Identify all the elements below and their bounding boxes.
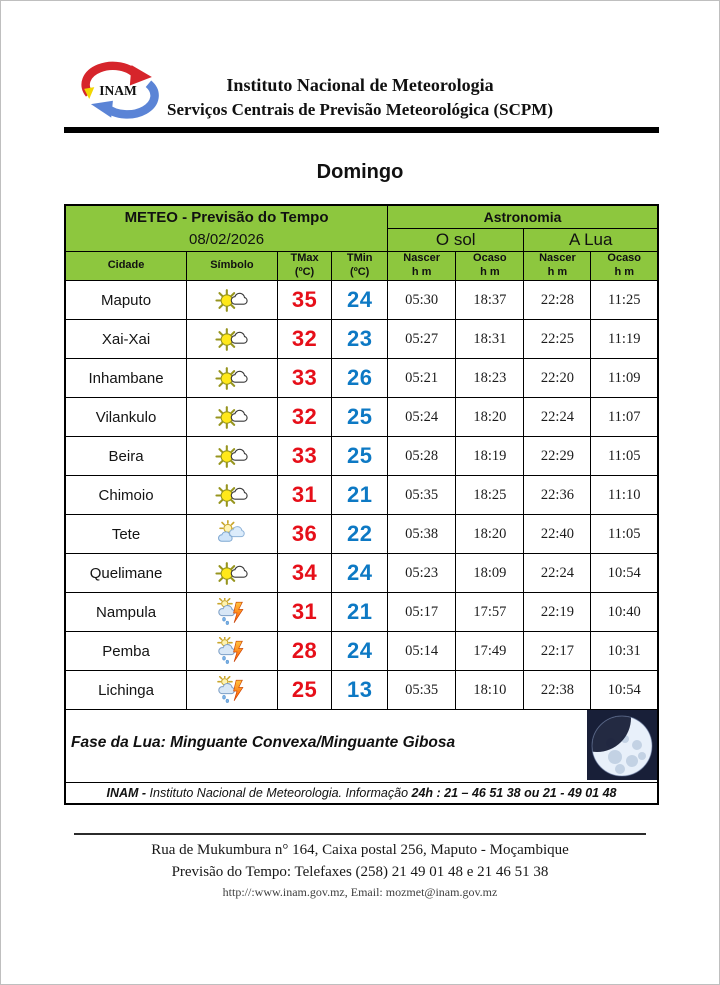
moon-rise-time: 22:17 bbox=[524, 632, 591, 671]
sun-set-time: 17:57 bbox=[456, 593, 524, 632]
weather-symbol-cell bbox=[187, 593, 278, 632]
info-bar-phones: 24h : 21 – 46 51 38 ou 21 - 49 01 48 bbox=[411, 786, 617, 800]
city-name: Vilankulo bbox=[65, 398, 187, 437]
tmax-value: 31 bbox=[277, 476, 332, 515]
sun-set-time: 17:49 bbox=[456, 632, 524, 671]
city-name: Beira bbox=[65, 437, 187, 476]
tmax-value: 35 bbox=[277, 281, 332, 320]
moon-set-time: 11:10 bbox=[591, 476, 658, 515]
col-header-tmax: TMax (ºC) bbox=[277, 252, 332, 281]
meteo-title: METEO - Previsão do Tempo bbox=[124, 208, 329, 226]
table-row bbox=[65, 632, 658, 671]
table-row bbox=[65, 554, 658, 593]
moon-rise-time: 22:28 bbox=[524, 281, 591, 320]
weather-symbol-cell bbox=[187, 671, 278, 710]
tmin-value: 25 bbox=[332, 398, 388, 437]
moon-rise-time: 22:40 bbox=[524, 515, 591, 554]
info-bar-brand: INAM - bbox=[106, 786, 147, 800]
tmin-value: 22 bbox=[332, 515, 388, 554]
header-divider-bar bbox=[64, 127, 659, 133]
moon-rise-time: 22:24 bbox=[524, 554, 591, 593]
sun-set-time: 18:09 bbox=[456, 554, 524, 593]
page-footer bbox=[1, 833, 719, 900]
footer-address: Rua de Mukumbura n° 164, Caixa postal 256, Maputo - Moçambique bbox=[151, 842, 569, 858]
col-header-simbolo: Símbolo bbox=[187, 252, 278, 281]
moon-set-time: 10:54 bbox=[591, 554, 658, 593]
astronomia-header: Astronomia bbox=[388, 205, 658, 229]
inam-logo-text: INAM bbox=[99, 82, 137, 98]
forecast-date: 08/02/2026 bbox=[188, 230, 265, 248]
weather-symbol-cell bbox=[187, 632, 278, 671]
weather-symbol-cell bbox=[187, 437, 278, 476]
city-name: Tete bbox=[65, 515, 187, 554]
table-row bbox=[65, 398, 658, 437]
col-header-moon-rise: Nascer h m bbox=[524, 252, 591, 281]
sun-rise-time: 05:35 bbox=[388, 476, 456, 515]
tmax-value: 31 bbox=[277, 593, 332, 632]
moon-phase-text bbox=[71, 734, 455, 752]
tmax-value: 33 bbox=[277, 359, 332, 398]
institution-title: Instituto Nacional de Meteorologia bbox=[226, 75, 494, 95]
col-header-tmin: TMin (ºC) bbox=[332, 252, 388, 281]
col-header-cidade: Cidade bbox=[65, 252, 187, 281]
moon-set-time: 11:19 bbox=[591, 320, 658, 359]
tmin-value: 26 bbox=[332, 359, 388, 398]
moon-set-time: 11:09 bbox=[591, 359, 658, 398]
tmin-value: 24 bbox=[332, 554, 388, 593]
storm-icon bbox=[213, 598, 251, 626]
sun-rise-time: 05:30 bbox=[388, 281, 456, 320]
hm-unit: h m bbox=[411, 266, 432, 278]
table-row bbox=[65, 437, 658, 476]
forecast-table bbox=[64, 204, 659, 805]
city-name: Pemba bbox=[65, 632, 187, 671]
footer-phone: Previsão do Tempo: Telefaxes (258) 21 49 01 48 e 21 46 51 38 bbox=[171, 863, 549, 880]
moon-rise-time: 22:38 bbox=[524, 671, 591, 710]
table-row bbox=[65, 476, 658, 515]
col-header-sun-rise: Nascer h m bbox=[388, 252, 456, 281]
tmax-value: 36 bbox=[277, 515, 332, 554]
sun-rise-time: 05:17 bbox=[388, 593, 456, 632]
tmax-value: 32 bbox=[277, 320, 332, 359]
sun-rise-time: 05:23 bbox=[388, 554, 456, 593]
weather-symbol-cell bbox=[187, 476, 278, 515]
sun-set-time: 18:20 bbox=[456, 515, 524, 554]
sun-cloud-icon bbox=[213, 442, 251, 470]
weather-symbol-cell bbox=[187, 281, 278, 320]
tmin-value: 23 bbox=[332, 320, 388, 359]
moon-phase-label: Fase da Lua: bbox=[71, 734, 166, 751]
sun-set-time: 18:19 bbox=[456, 437, 524, 476]
moon-rise-time: 22:19 bbox=[524, 593, 591, 632]
moon-set-time: 10:31 bbox=[591, 632, 658, 671]
tmin-unit: (ºC) bbox=[350, 266, 370, 278]
document-header bbox=[1, 73, 719, 122]
table-row bbox=[65, 593, 658, 632]
sun-set-time: 18:31 bbox=[456, 320, 524, 359]
weather-symbol-cell bbox=[187, 515, 278, 554]
storm-icon bbox=[213, 637, 251, 665]
moon-rise-time: 22:29 bbox=[524, 437, 591, 476]
weather-symbol-cell bbox=[187, 554, 278, 593]
moon-phase-row bbox=[65, 710, 658, 783]
meteo-header-cell bbox=[65, 205, 388, 252]
sun-cloud-icon bbox=[213, 559, 251, 587]
footer-web-email: http://:www.inam.gov.mz, Email: mozmet@inam.gov.mz bbox=[222, 884, 498, 899]
storm-icon bbox=[213, 676, 251, 704]
weather-symbol-cell bbox=[187, 320, 278, 359]
institution-subtitle: Serviços Centrais de Previsão Meteorológica (SCPM) bbox=[166, 100, 554, 120]
sun-set-time: 18:23 bbox=[456, 359, 524, 398]
moon-set-time: 11:07 bbox=[591, 398, 658, 437]
moon-rise-time: 22:24 bbox=[524, 398, 591, 437]
weather-symbol-cell bbox=[187, 398, 278, 437]
sun-rise-time: 05:21 bbox=[388, 359, 456, 398]
sun-rise-time: 05:14 bbox=[388, 632, 456, 671]
table-row bbox=[65, 281, 658, 320]
tmin-value: 25 bbox=[332, 437, 388, 476]
city-name: Xai-Xai bbox=[65, 320, 187, 359]
tmin-value: 24 bbox=[332, 632, 388, 671]
sun-cloud-icon bbox=[213, 481, 251, 509]
moon-set-time: 10:40 bbox=[591, 593, 658, 632]
tmin-value: 21 bbox=[332, 593, 388, 632]
table-row bbox=[65, 359, 658, 398]
sun-rise-time: 05:38 bbox=[388, 515, 456, 554]
tmin-value: 21 bbox=[332, 476, 388, 515]
footer-divider-line bbox=[74, 833, 646, 835]
moon-rise-time: 22:25 bbox=[524, 320, 591, 359]
tmin-value: 24 bbox=[332, 281, 388, 320]
sun-clouds-icon bbox=[213, 520, 251, 548]
day-title: Domingo bbox=[316, 161, 404, 183]
sun-cloud-icon bbox=[213, 403, 251, 431]
sun-rise-time: 05:24 bbox=[388, 398, 456, 437]
sun-cloud-icon bbox=[213, 286, 251, 314]
sun-set-time: 18:25 bbox=[456, 476, 524, 515]
col-header-moon-set: Ocaso h m bbox=[591, 252, 658, 281]
sun-cloud-icon bbox=[213, 364, 251, 392]
sun-rise-time: 05:28 bbox=[388, 437, 456, 476]
hm-unit: h m bbox=[480, 266, 500, 278]
moon-set-time: 11:25 bbox=[591, 281, 658, 320]
sun-section-header: O sol bbox=[388, 229, 524, 252]
sun-cloud-icon bbox=[213, 325, 251, 353]
tmax-value: 34 bbox=[277, 554, 332, 593]
tmax-value: 33 bbox=[277, 437, 332, 476]
city-name: Lichinga bbox=[65, 671, 187, 710]
waning-gibbous-moon-photo bbox=[587, 710, 657, 780]
moon-phase-value: Minguante Convexa/Minguante Gibosa bbox=[170, 734, 456, 751]
city-name: Quelimane bbox=[65, 554, 187, 593]
table-row bbox=[65, 671, 658, 710]
info-bar-text: Instituto Nacional de Meteorologia. Informação bbox=[149, 786, 409, 800]
weather-symbol-cell bbox=[187, 359, 278, 398]
tmax-value: 25 bbox=[277, 671, 332, 710]
city-name: Nampula bbox=[65, 593, 187, 632]
tmin-value: 13 bbox=[332, 671, 388, 710]
sun-rise-time: 05:27 bbox=[388, 320, 456, 359]
moon-section-header: A Lua bbox=[524, 229, 658, 252]
tmax-value: 28 bbox=[277, 632, 332, 671]
city-name: Inhambane bbox=[65, 359, 187, 398]
city-name: Maputo bbox=[65, 281, 187, 320]
moon-rise-time: 22:36 bbox=[524, 476, 591, 515]
tmax-value: 32 bbox=[277, 398, 332, 437]
info-bar bbox=[65, 783, 658, 805]
table-row bbox=[65, 320, 658, 359]
sun-set-time: 18:37 bbox=[456, 281, 524, 320]
col-header-sun-set: Ocaso h m bbox=[456, 252, 524, 281]
hm-unit: h m bbox=[547, 266, 568, 278]
sun-rise-time: 05:35 bbox=[388, 671, 456, 710]
moon-set-time: 11:05 bbox=[591, 437, 658, 476]
city-name: Chimoio bbox=[65, 476, 187, 515]
moon-set-time: 11:05 bbox=[591, 515, 658, 554]
table-row bbox=[65, 515, 658, 554]
sun-set-time: 18:10 bbox=[456, 671, 524, 710]
sun-set-time: 18:20 bbox=[456, 398, 524, 437]
moon-rise-time: 22:20 bbox=[524, 359, 591, 398]
moon-set-time: 10:54 bbox=[591, 671, 658, 710]
tmax-unit: (ºC) bbox=[294, 266, 315, 278]
hm-unit: h m bbox=[614, 266, 634, 278]
